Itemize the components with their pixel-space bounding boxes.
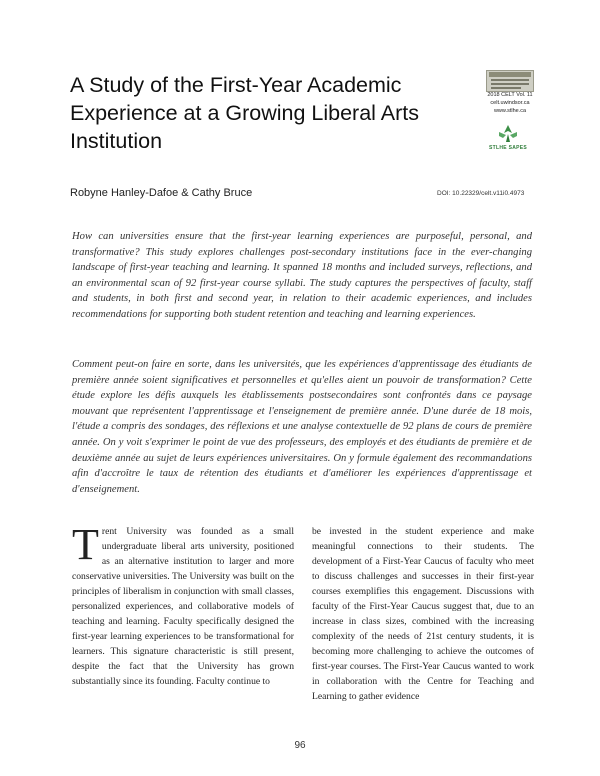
stlhe-url[interactable]: www.stlhe.ca [493,108,527,114]
article-title [70,71,450,155]
title-line: Institution [70,129,163,153]
doi[interactable]: DOI: 10.22329/celt.v11i0.4973 [437,190,525,197]
body-text-col1: rent University was founded as a small undergraduate liberal arts university, positioned as an alternative institution to larger and more conservative universities. The University was built on the principles of liberalism in conjunction with small classes, personalized experiences, and collaborative models of teaching and learning. Faculty specifically designed the first-year learning experiences to be transformational for learners. This signature characteristic is still present, despite the fact that the University has grown substantially since its founding. Faculty continue to [72,526,294,687]
abstract-english: How can universities ensure that the first-year learning experiences are purposeful, personal, and transformative? This study explores challenges post-secondary institutions face in the ever-changing landscape of first-year teaching and learning. It spanned 18 months and included surveys, reflections, and an environmental scan of 92 first-year course syllabi. The study captures the perspectives of faculty, staff and students, in both first and second year, in relation to their academic experiences, and includes recommendations for supporting both student retention and teaching and learning experiences. [72,231,532,320]
abstract-french: Comment peut-on faire en sorte, dans les universités, que les expériences d'apprentissage des étudiants de première année soient significatives et personnelles et qu'elles aient un pouvoir de transformation? Cette étude explore les défis auxquels les établissements postsecondaires sont confrontés dans ce paysage mouvant que représentent l'apprentissage et l'enseignement de première année. D'une durée de 18 mois, l'étude a compris des sondages, des réflexions et une analyse contextuelle de 92 plans de cours de première année. On y voit s'exprimer le point de vue des professeurs, des employés et des étudiants de première et de deuxième année au sujet de leurs expériences universitaires. On y formule également des recommandations afin d'accroître le taux de rétention des étudiants et d'améliorer les expériences d'apprentissage et d'enseignement. [72,359,532,495]
celt-journal-logo [486,70,534,92]
title-line: A Study of the First-Year Academic [70,73,402,97]
volume-line: 2018 CELT Vol. 11 [487,92,533,98]
authors: Robyne Hanley-Dafoe & Cathy Bruce [70,187,253,199]
body-column-2: be invested in the student experience and make meaningful connections to their students. The development of a First-Year Caucus of faculty who meet to discuss challenges and successes in their first-year courses exemplifies this engagement. Discussions with faculty of the First-Year Caucus suggest that, due to an increase in class sizes, combined with the increasing complexity of the needs of 21st century students, it is becoming more challenging to achieve the outcomes of first-year courses. The First-Year Caucus wanted to work in collaboration with the Centre for Teaching and Learning to gather evidence [312,526,534,702]
body-column-1 [72,520,294,689]
page-number: 96 [294,740,306,751]
stlhe-sapes-label: STLHE SAPES [488,145,528,151]
stlhe-logo-icon [496,124,520,144]
drop-cap: T [72,520,99,569]
journal-url[interactable]: celt.uwindsor.ca [490,100,530,106]
title-line: Experience at a Growing Liberal Arts [70,101,419,125]
